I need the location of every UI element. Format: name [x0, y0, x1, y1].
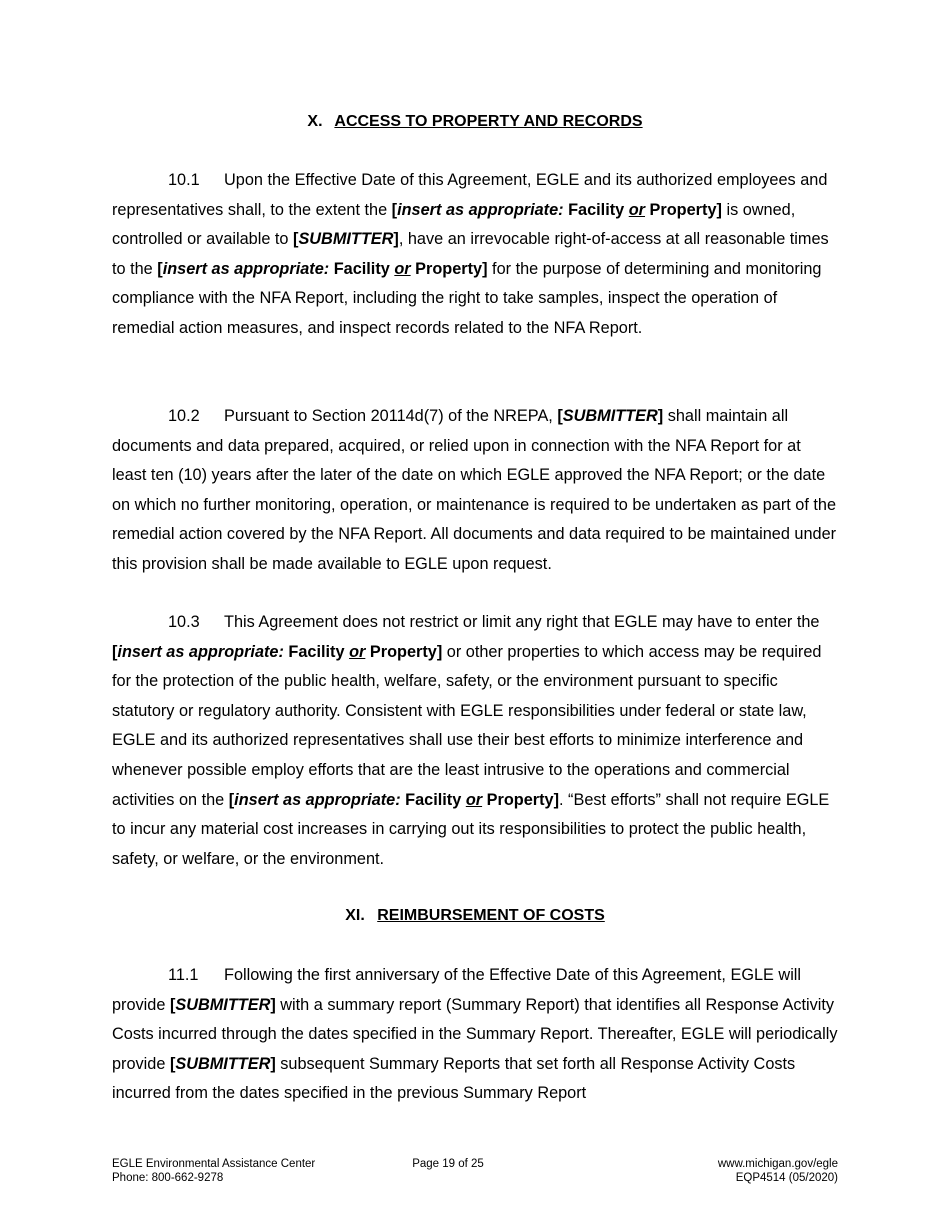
placeholder-submitter: [SUBMITTER]	[557, 407, 664, 425]
placeholder-facility-or-property: [insert as appropriate: Facility or Property]	[391, 200, 722, 219]
footer-phone: Phone: 800-662-9278	[112, 1172, 224, 1184]
footer-url: www.michigan.gov/egle	[717, 1158, 838, 1170]
placeholder-submitter: [SUBMITTER]	[169, 995, 276, 1014]
paragraph-text: subsequent Summary Reports that set forth all Response Activity Costs incurred from the dates specified in the previous Summary Report	[112, 1054, 796, 1103]
paragraph-10-1	[112, 166, 838, 344]
paragraph-number: 10.2	[168, 407, 200, 425]
paragraph-text: Pursuant to Section 20114d(7) of the NREPA,	[224, 407, 558, 425]
paragraph-text: . “Best efforts” shall not require EGLE to incur any material cost increases in carrying out its responsibilities to protect the public health, safety, or welfare, or the environment.	[112, 790, 830, 868]
paragraph-10-2	[112, 402, 838, 580]
paragraph-text: Upon the Effective Date of this Agreement, EGLE and its authorized employees and representatives shall, to the extent the	[112, 171, 828, 219]
footer-org: EGLE Environmental Assistance Center	[112, 1158, 316, 1170]
placeholder-facility-or-property: [insert as appropriate: Facility or Property]	[157, 259, 488, 278]
footer-right	[718, 1157, 838, 1185]
section-10-number: X.	[307, 113, 323, 130]
placeholder-facility-or-property: [insert as appropriate: Facility or Property]	[112, 642, 443, 661]
section-10-title: ACCESS TO PROPERTY AND RECORDS	[334, 113, 643, 130]
footer-form-number: EQP4514 (05/2020)	[735, 1172, 838, 1184]
section-11-heading	[0, 906, 950, 926]
paragraph-number: 10.1	[168, 171, 200, 189]
paragraph-text: is owned, controlled or available to	[112, 200, 796, 249]
paragraph-11-1	[112, 961, 838, 1109]
paragraph-text: This Agreement does not restrict or limit any right that EGLE may have to enter the	[224, 613, 820, 631]
paragraph-number: 10.3	[168, 613, 200, 631]
section-11-title: REIMBURSEMENT OF COSTS	[377, 907, 605, 924]
paragraph-10-3	[112, 608, 838, 874]
paragraph-number: 11.1	[168, 966, 199, 984]
paragraph-text: or other properties to which access may be required for the protection of the public health, welfare, safety, or the environment pursuant to specific statutory or regulatory authority. Consistent with EGLE responsibilities under federal or state law, EGLE and its authorized representatives shall use their best efforts to minimize interference and whenever possible employ efforts that are the least intrusive to the operations and commercial activities on the	[112, 642, 822, 809]
paragraph-text: with a summary report (Summary Report) that identifies all Response Activity Costs incurred through the dates specified in the Summary Report. Thereafter, EGLE will periodically provide	[112, 995, 838, 1073]
paragraph-text: for the purpose of determining and monitoring compliance with the NFA Report, including the right to take samples, inspect the operation of remedial action measures, and inspect records related to the NFA Report.	[112, 259, 822, 337]
paragraph-text: shall maintain all documents and data prepared, acquired, or relied upon in connection with the NFA Report for at least ten (10) years after the later of the date on which EGLE approved the NFA Report; or the date on which no further monitoring, operation, or maintenance is required to be undertaken as part of the remedial action covered by the NFA Report. All documents and data required to be maintained under this provision shall be made available to EGLE upon request.	[112, 407, 837, 573]
section-11-number: XI.	[345, 907, 365, 924]
placeholder-submitter: [SUBMITTER]	[293, 230, 399, 249]
placeholder-facility-or-property: [insert as appropriate: Facility or Property]	[228, 790, 559, 809]
placeholder-submitter: [SUBMITTER]	[169, 1054, 276, 1073]
paragraph-text: , have an irrevocable right-of-access at all reasonable times to the	[112, 230, 829, 278]
footer-page-number: Page 19 of 25	[412, 1158, 484, 1170]
paragraph-text: Following the first anniversary of the Effective Date of this Agreement, EGLE will provide	[112, 966, 802, 1014]
section-10-heading	[0, 112, 950, 132]
